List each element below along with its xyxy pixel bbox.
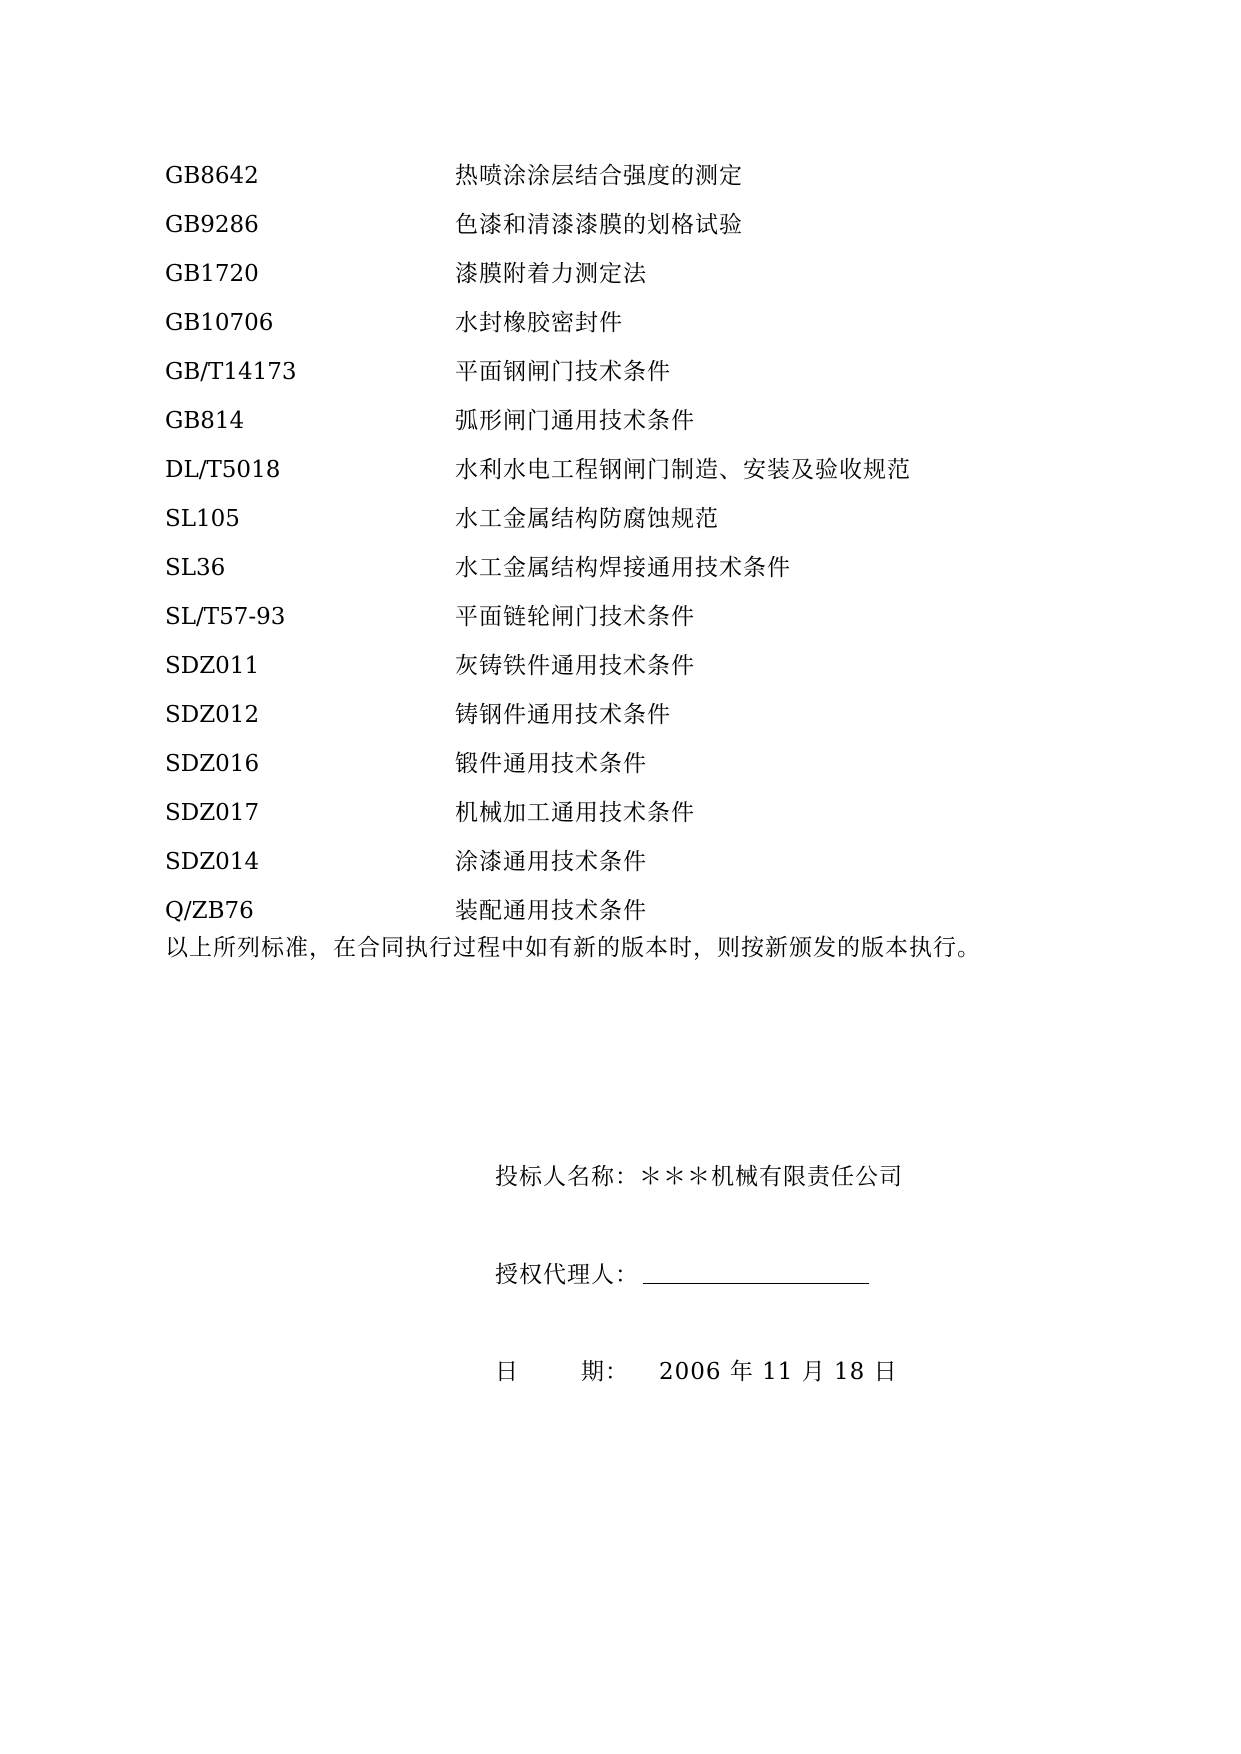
date-line <box>495 1353 1095 1386</box>
standard-code: GB1720 <box>165 261 259 287</box>
bidder-name-line <box>495 1158 1095 1191</box>
standard-row <box>165 789 1065 838</box>
date-value: 2006 年 11 月 18 日 <box>659 1359 898 1385</box>
standard-title: 水利水电工程钢闸门制造、安装及验收规范 <box>455 457 911 483</box>
standard-code: DL/T5018 <box>165 457 281 483</box>
standard-code: SDZ017 <box>165 800 260 826</box>
standard-title: 平面钢闸门技术条件 <box>455 359 671 385</box>
standard-title: 色漆和清漆漆膜的划格试验 <box>455 212 743 238</box>
standard-code: GB/T14173 <box>165 359 297 385</box>
standard-title: 漆膜附着力测定法 <box>455 261 647 287</box>
standard-code: GB10706 <box>165 310 274 336</box>
standard-title: 装配通用技术条件 <box>455 898 647 924</box>
standard-title: 水工金属结构防腐蚀规范 <box>455 506 719 532</box>
standard-title: 机械加工通用技术条件 <box>455 800 695 826</box>
standard-row <box>165 152 1065 201</box>
standard-title: 水封橡胶密封件 <box>455 310 623 336</box>
standard-code: SL/T57-93 <box>165 604 286 630</box>
standard-title: 平面链轮闸门技术条件 <box>455 604 695 630</box>
standard-row <box>165 691 1065 740</box>
standard-row <box>165 348 1065 397</box>
standard-row <box>165 740 1065 789</box>
standard-title: 铸钢件通用技术条件 <box>455 702 671 728</box>
standard-code: SDZ012 <box>165 702 260 728</box>
standard-code: GB8642 <box>165 163 259 189</box>
standard-code: SL105 <box>165 506 240 532</box>
standard-code: Q/ZB76 <box>165 898 254 924</box>
date-label-day: 日 <box>495 1359 519 1385</box>
bidder-label: 投标人名称： <box>495 1164 639 1190</box>
standard-title: 涂漆通用技术条件 <box>455 849 647 875</box>
standard-title: 热喷涂涂层结合强度的测定 <box>455 163 743 189</box>
standard-row <box>165 544 1065 593</box>
standard-code: SDZ016 <box>165 751 260 777</box>
standard-row <box>165 299 1065 348</box>
agent-signature-blank <box>643 1257 869 1284</box>
standard-row <box>165 250 1065 299</box>
standard-title: 弧形闸门通用技术条件 <box>455 408 695 434</box>
standard-title: 灰铸铁件通用技术条件 <box>455 653 695 679</box>
standard-row <box>165 495 1065 544</box>
standards-list <box>165 152 1065 936</box>
standard-row <box>165 593 1065 642</box>
standard-row <box>165 838 1065 887</box>
agent-label: 授权代理人： <box>495 1262 639 1288</box>
standard-row <box>165 201 1065 250</box>
authorized-agent-line <box>495 1256 1095 1289</box>
standard-code: GB814 <box>165 408 245 434</box>
bidder-name: ＊＊＊机械有限责任公司 <box>639 1164 903 1190</box>
standards-note: 以上所列标准，在合同执行过程中如有新的版本时，则按新颁发的版本执行。 <box>165 935 981 961</box>
standard-code: SDZ011 <box>165 653 260 679</box>
standard-title: 水工金属结构焊接通用技术条件 <box>455 555 791 581</box>
standard-code: GB9286 <box>165 212 259 238</box>
standard-code: SL36 <box>165 555 226 581</box>
standard-row <box>165 397 1065 446</box>
standard-row <box>165 446 1065 495</box>
standard-row <box>165 642 1065 691</box>
standard-title: 锻件通用技术条件 <box>455 751 647 777</box>
date-label-period: 期： <box>581 1359 629 1385</box>
standard-code: SDZ014 <box>165 849 260 875</box>
